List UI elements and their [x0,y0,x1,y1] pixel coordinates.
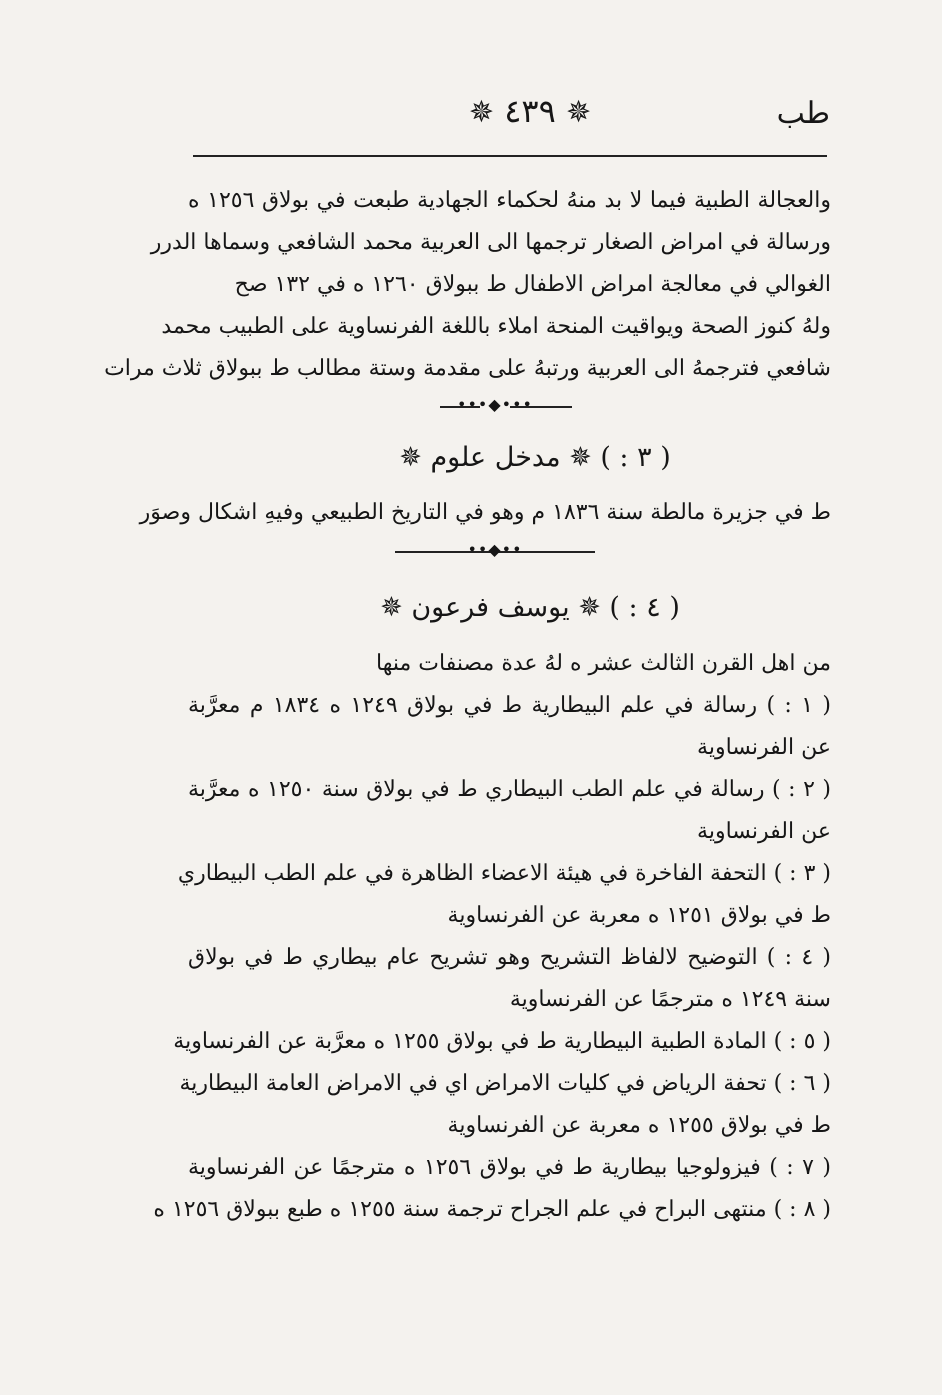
page-number: ٤٣٩ [504,92,556,130]
text-line: عن الفرنساوية [697,819,831,844]
paragraph-block-1 [104,180,831,390]
section-3-body [139,492,831,534]
star-ornament-icon: ✵ [468,95,495,130]
text-line: الغوالي في معالجة امراض الاطفال ط ببولاق ١٢٦٠ ه في ١٣٢ صح [234,272,831,297]
text-line: ط في جزيرة مالطة سنة ١٨٣٦ م وهو في التاريخ الطبيعي وفيهِ اشكال وصوَر [139,500,831,525]
section-divider-ornament: •••◆••• [457,395,533,414]
ornament-bar [510,406,572,408]
list-item: ( ١ : ) رسالة في علم البيطارية ط في بولاق ١٢٤٩ ه ١٨٣٤ م معرَّبة [188,693,832,718]
running-head-title: طب [776,96,830,131]
text-line: عن الفرنساوية [697,735,831,760]
section-4-body [153,643,832,1231]
list-item: ( ٧ : ) فيزولوجيا بيطارية ط في بولاق ١٢٥٦ ه مترجمًا عن الفرنساوية [188,1155,831,1180]
text-line: شافعي فترجمهُ الى العربية ورتبهُ على مقدمة وستة مطالب ط ببولاق ثلاث مرات [104,356,831,381]
text-line: سنة ١٢٤٩ ه مترجمًا عن الفرنساوية [509,987,831,1012]
header-rule [193,155,827,157]
text-line: من اهل القرن الثالث عشر ه لهُ عدة مصنفات منها [376,651,831,676]
text-line: والعجالة الطبية فيما لا بد منهُ لحكماء الجهادية طبعت في بولاق ١٢٥٦ ه [188,188,831,213]
list-item: ( ٨ : ) منتهى البراح في علم الجراح ترجمة سنة ١٢٥٥ ه طبع ببولاق ١٢٥٦ ه [153,1197,831,1222]
star-ornament-icon: ✵ [565,95,592,130]
section-heading-4: ( ٤ : ) ✵ يوسف فرعون ✵ [380,592,680,623]
list-item: ( ٢ : ) رسالة في علم الطب البيطاري ط في بولاق سنة ١٢٥٠ ه معرَّبة [188,777,831,802]
text-line: ورسالة في امراض الصغار ترجمها الى العربية محمد الشافعي وسماها الدرر [150,230,831,255]
text-line: ط في بولاق ١٢٥١ ه معربة عن الفرنساوية [447,903,831,928]
list-item: ( ٥ : ) المادة الطبية البيطارية ط في بولاق ١٢٥٥ ه معرَّبة عن الفرنساوية [173,1029,831,1054]
section-heading-3: ( ٣ : ) ✵ مدخل علوم ✵ [399,442,671,473]
running-head [190,88,830,138]
text-line: ط في بولاق ١٢٥٥ ه معربة عن الفرنساوية [447,1113,831,1138]
text-line: ولهُ كنوز الصحة ويواقيت المنحة املاء باللغة الفرنساوية على الطبيب محمد [161,314,831,339]
list-item: ( ٤ : ) التوضيح لالفاظ التشريح وهو تشريح عام بيطاري ط في بولاق [188,945,831,970]
section-divider-ornament: ••◆•• [467,540,523,559]
page-number-group [440,92,620,130]
list-item: ( ٣ : ) التحفة الفاخرة في هيئة الاعضاء الظاهرة في علم الطب البيطاري [177,861,831,886]
list-item: ( ٦ : ) تحفة الرياض في كليات الامراض اي في الامراض العامة البيطارية [179,1071,831,1096]
